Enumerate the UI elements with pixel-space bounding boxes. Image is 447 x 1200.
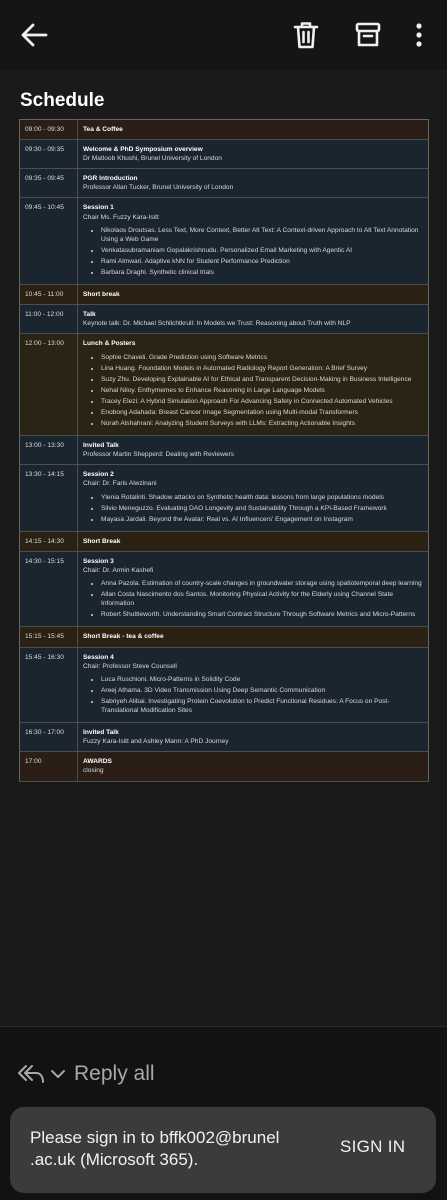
schedule-details — [78, 647, 429, 723]
schedule-row — [20, 140, 429, 169]
reply-all-icon — [16, 1061, 46, 1087]
talk-item: • Tracey Elezi: A Hybrid Simulation Approach For Advancing Safety in Connected Automated Vehicles — [101, 397, 423, 406]
reply-all-label: Reply all — [74, 1062, 155, 1085]
schedule-title: Invited Talk — [83, 442, 119, 450]
schedule-row — [20, 169, 429, 198]
schedule-title: Short break — [83, 291, 120, 299]
schedule-time: 11:00 - 12:00 — [20, 305, 78, 334]
schedule-details — [78, 120, 429, 140]
schedule-time: 09:45 - 10:45 — [20, 198, 78, 285]
schedule-details — [78, 465, 429, 531]
talk-item: • Lina Huang. Foundation Models in Automated Radiology Report Generation: A Brief Survey — [101, 364, 423, 373]
schedule-row — [20, 551, 429, 627]
schedule-subtitle: Dr Matloob Khushi, Brunel University of London — [83, 155, 222, 163]
schedule-time: 15:15 - 15:45 — [20, 627, 78, 647]
schedule-row — [20, 198, 429, 285]
schedule-details — [78, 285, 429, 305]
talk-item: • Venkatasubramaniam Gopalakrishnudu. Personalized Email Marketing with Agentic AI — [101, 246, 423, 255]
schedule-subtitle: Professor Allan Tucker, Brunel University of London — [83, 184, 234, 192]
more-vertical-icon[interactable] — [405, 17, 433, 53]
talk-item: • Ylenia Rotalinti. Shadow attacks on Synthetic health data: lessons from large populations models — [101, 493, 423, 502]
schedule-subtitle: closing — [83, 767, 104, 775]
schedule-details — [78, 436, 429, 465]
schedule-title: Session 4 — [83, 653, 114, 661]
schedule-time: 13:00 - 13:30 — [20, 436, 78, 465]
talk-list — [83, 493, 423, 524]
schedule-subtitle: Chair: Dr. Faris Alwzinani — [83, 480, 157, 488]
schedule-table — [19, 119, 429, 782]
schedule-row — [20, 647, 429, 723]
schedule-title: Tea & Coffee — [83, 126, 123, 133]
talk-item: • Luca Ruschioni. Micro-Patterns in Solidity Code — [101, 675, 423, 684]
schedule-row — [20, 285, 429, 305]
schedule-time: 09:00 - 09:30 — [20, 120, 78, 140]
schedule-details — [78, 198, 429, 285]
reply-all-button[interactable] — [16, 1058, 155, 1090]
schedule-details — [78, 551, 429, 627]
schedule-row — [20, 334, 429, 436]
schedule-time: 09:35 - 09:45 — [20, 169, 78, 198]
schedule-details — [78, 140, 429, 169]
schedule-details — [78, 752, 429, 781]
arrow-left-icon[interactable] — [16, 17, 52, 53]
schedule-title: Lunch & Posters — [83, 340, 136, 348]
schedule-details — [78, 531, 429, 551]
schedule-title: Short Break - tea & coffee — [83, 633, 164, 641]
schedule-row — [20, 723, 429, 752]
schedule-title: Session 2 — [83, 471, 114, 479]
talk-list — [83, 226, 423, 277]
schedule-time: 14:30 - 15:15 — [20, 551, 78, 627]
talk-item: • Anna Pazola. Estimation of country-scale changes in groundwater storage using spatiotemporal deep learning — [101, 579, 423, 588]
talk-item: • Rami Almwari. Adaptive kNN for Student Performance Prediction — [101, 257, 423, 266]
schedule-subtitle: Chair: Dr. Armin Kashefi — [83, 567, 154, 574]
schedule-time: 17:00 — [20, 752, 78, 781]
talk-item: • Enobong Adahada: Breast Cancer Image Segmentation using Multi-modal Transformers — [101, 408, 423, 417]
schedule-row — [20, 752, 429, 781]
schedule-row — [20, 531, 429, 551]
talk-list — [83, 353, 423, 429]
schedule-subtitle: Fuzzy Kara-Isitt and Ashley Mann: A PhD Journey — [83, 738, 229, 746]
signin-message: Please sign in to bffk002@brunel .ac.uk (Microsoft 365). — [30, 1128, 280, 1169]
schedule-time: 13:30 - 14:15 — [20, 465, 78, 531]
schedule-subtitle: Chair: Professor Steve Counsell — [83, 662, 177, 670]
trash-icon[interactable] — [288, 17, 324, 53]
schedule-subtitle: Keynote talk: Dr. Michael Schlichtkrull: In Models we Trust: Reasoning about Truth with NLP — [83, 320, 351, 328]
schedule-time: 10:45 - 11:00 — [20, 285, 78, 305]
schedule-title: Welcome & PhD Symposium overview — [83, 146, 203, 154]
talk-item: • Barbara Draghi. Synthetic clinical trials — [101, 268, 423, 277]
schedule-title: Invited Talk — [83, 729, 119, 737]
archive-icon[interactable] — [350, 17, 386, 53]
talk-item: • Silvio Meneguzzo. Evaluating DAO Longevity and Sustainability Through a KPI-Based Framework — [101, 504, 423, 513]
talk-item: • Suzy Zhu. Developing Explainable AI for Ethical and Transparent Decision-Making in Business Intelligence — [101, 375, 423, 384]
schedule-time: 12:00 - 13:00 — [20, 334, 78, 436]
talk-item: • Nikolaos Droutsas. Less Text, More Context, Better Alt Text: A Context-driven Approach to Alt Text Annotation Using a Web Game — [101, 226, 423, 244]
top-app-bar — [0, 0, 447, 70]
signin-banner — [10, 1107, 436, 1193]
schedule-subtitle: Chair Ms. Fuzzy Kara-Isitt — [83, 213, 159, 221]
schedule-title: Short Break — [83, 537, 121, 545]
talk-list — [83, 675, 423, 715]
schedule-row — [20, 120, 429, 140]
talk-item: • Sabriyeh Alibai. Investigating Protein Coevolution to Predict Functional Residues: A Focus on Post-Translational Modification Sites — [101, 697, 423, 715]
schedule-row — [20, 465, 429, 531]
schedule-title: Session 1 — [83, 204, 114, 212]
schedule-details — [78, 305, 429, 334]
talk-item: • Sophie Chaveli. Grade Prediction using Software Metrics — [101, 353, 423, 362]
schedule-details — [78, 169, 429, 198]
schedule-details — [78, 723, 429, 752]
sign-in-button[interactable]: SIGN IN — [340, 1137, 406, 1156]
schedule-row — [20, 305, 429, 334]
talk-item: • Mayasa Jardali. Beyond the Avatar: Real vs. AI Influencers' Engagement on Instagram — [101, 515, 423, 524]
schedule-details — [78, 627, 429, 647]
schedule-time: 16:30 - 17:00 — [20, 723, 78, 752]
schedule-time: 15:45 - 16:30 — [20, 647, 78, 723]
schedule-title: PGR Introduction — [83, 175, 138, 183]
schedule-title: AWARDS — [83, 758, 112, 766]
schedule-time: 09:30 - 09:35 — [20, 140, 78, 169]
talk-list — [83, 579, 423, 619]
schedule-time: 14:15 - 14:30 — [20, 531, 78, 551]
talk-item: • Norah Alshahrani: Analyzing Student Surveys with LLMs: Extracting Actionable Insights — [101, 419, 423, 428]
talk-item: • Allan Costa Nascimento dos Santos. Monitoring Physical Activity for the Elderly using Channel State Information — [101, 590, 423, 608]
schedule-details — [78, 334, 429, 436]
schedule-title: Talk — [83, 311, 96, 319]
schedule-subtitle: Professor Martin Shepperd: Dealing with Reviewers — [83, 451, 234, 459]
schedule-row — [20, 436, 429, 465]
talk-item: • Areej Athama. 3D Video Transmission Using Deep Semantic Communication — [101, 686, 423, 695]
schedule-row — [20, 627, 429, 647]
talk-item: • Nehal Niloy. Enthymemes to Enhance Reasoning in Large Language Models — [101, 386, 423, 395]
email-heading: Schedule — [20, 90, 105, 111]
chevron-down-icon[interactable] — [50, 1068, 66, 1080]
talk-item: • Robert Shuttleworth. Understanding Smart Contract Structure Through Software Metrics and Micro-Patterns — [101, 610, 423, 619]
schedule-title: Session 3 — [83, 557, 114, 565]
